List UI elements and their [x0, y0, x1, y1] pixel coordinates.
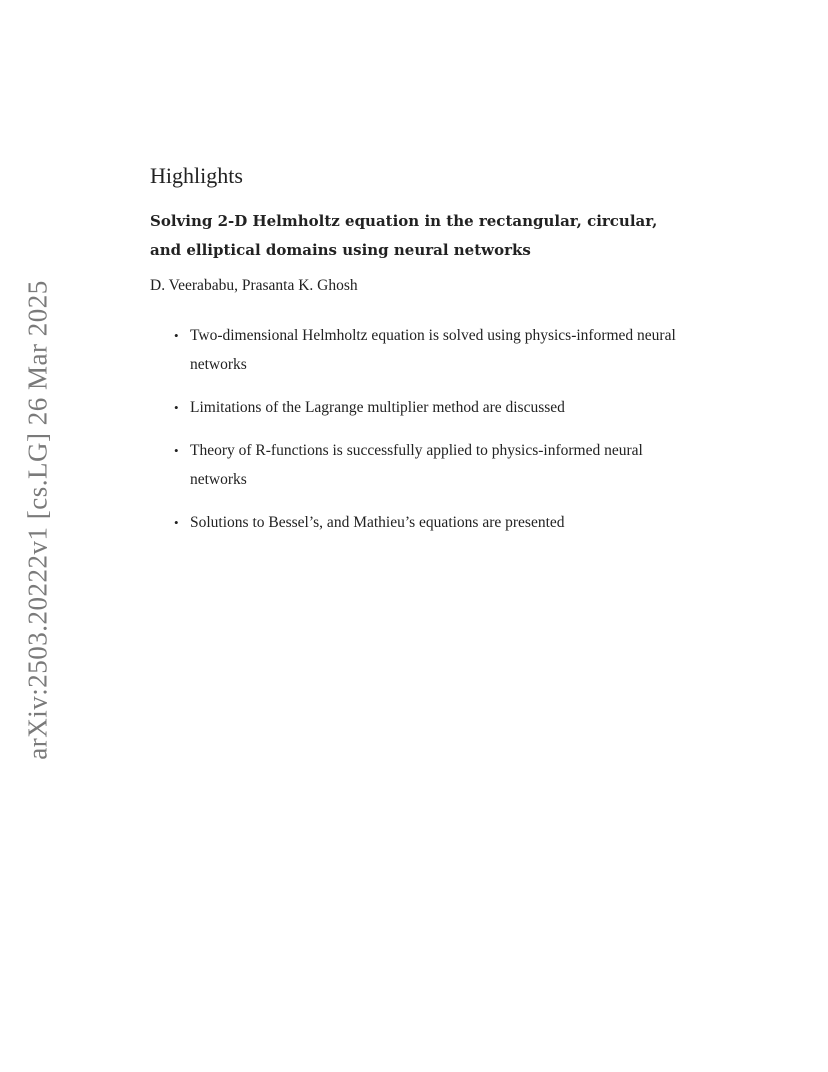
- paper-title: Solving 2-D Helmholtz equation in the rectangular, circular, and elliptical domains using neural networks: [150, 212, 658, 259]
- bullet-icon: •: [174, 328, 179, 343]
- highlights-list: [150, 321, 680, 537]
- highlight-item-3: [174, 436, 680, 494]
- highlights-heading: Highlights: [150, 163, 243, 188]
- highlight-text: Two-dimensional Helmholtz equation is solved using physics-informed neural networks: [190, 327, 676, 373]
- bullet-icon: •: [174, 515, 179, 530]
- highlight-item-2: [174, 393, 680, 422]
- arxiv-identifier-stamp: arXiv:2503.20222v1 [cs.LG] 26 Mar 2025: [22, 280, 53, 760]
- highlight-text: Limitations of the Lagrange multiplier method are discussed: [190, 399, 565, 416]
- highlight-text: Theory of R-functions is successfully applied to physics-informed neural networks: [190, 442, 643, 488]
- highlights-content: [150, 163, 680, 551]
- bullet-icon: •: [174, 400, 179, 415]
- paper-authors: D. Veerababu, Prasanta K. Ghosh: [150, 277, 358, 294]
- highlight-item-4: [174, 508, 680, 537]
- bullet-icon: •: [174, 443, 179, 458]
- highlight-item-1: [174, 321, 680, 379]
- highlight-text: Solutions to Bessel’s, and Mathieu’s equations are presented: [190, 514, 565, 531]
